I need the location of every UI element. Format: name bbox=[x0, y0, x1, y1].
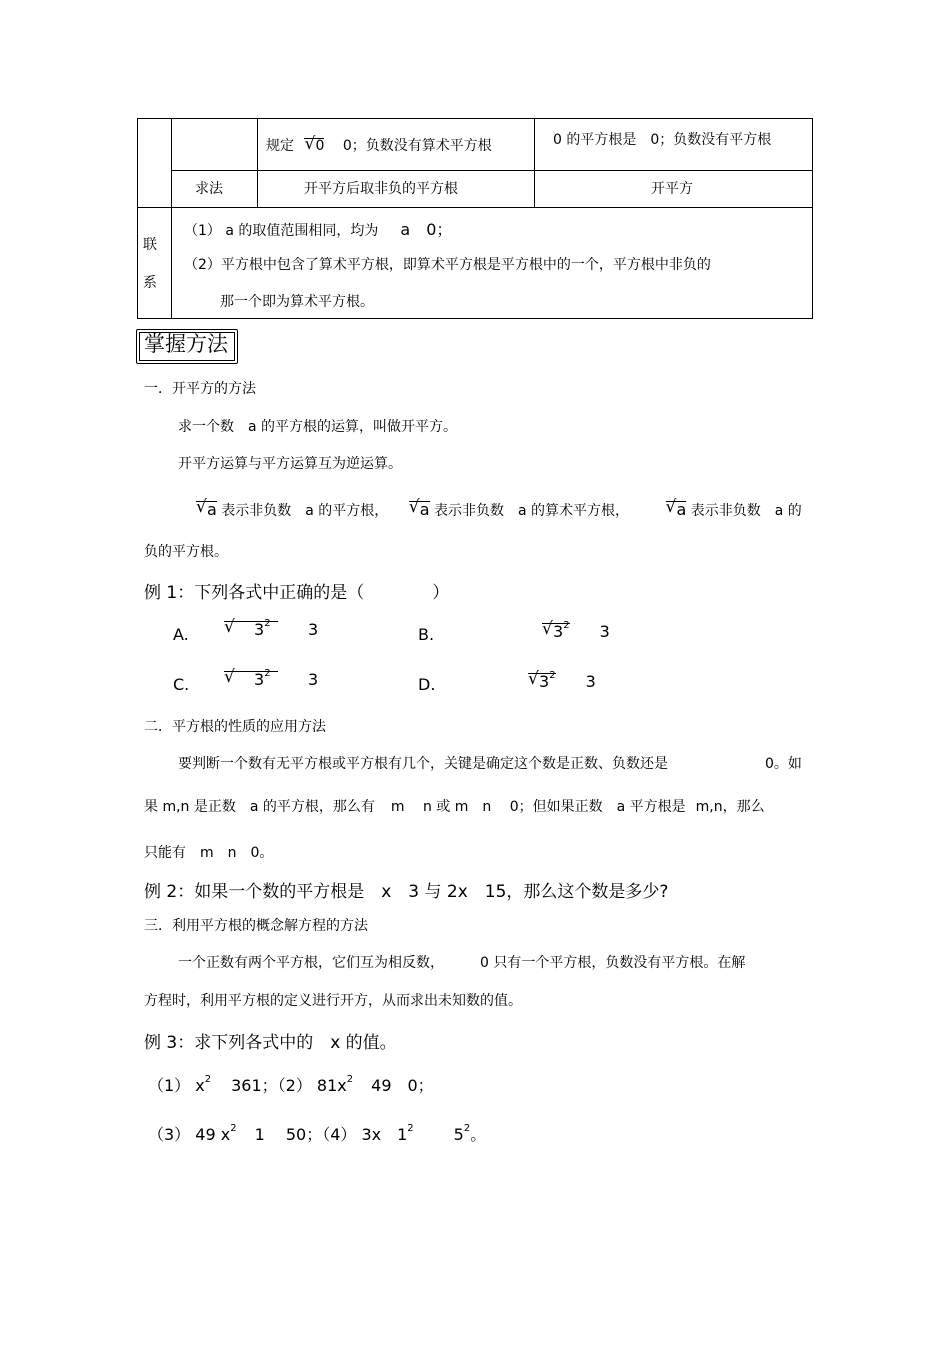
table-cell-rule-2: 0 的平方根是 0；负数没有平方根 bbox=[553, 132, 772, 148]
option-d-expression: √ $3^2$ 3 bbox=[528, 672, 596, 691]
paragraph: 果 m,n 是正数 a 的平方根，那么有 m n 或 m n 0；但如果正数 a 平方根是 m,n，那么 bbox=[144, 799, 765, 815]
table-divider bbox=[171, 170, 812, 171]
equation-line-1: （1） $x^2$ 361；（2） $81x^2$ 49 0； bbox=[148, 1074, 434, 1095]
option-b-expression: √ $3^2$ 3 bbox=[542, 622, 610, 641]
section-header bbox=[136, 326, 238, 364]
example-1-question: 例 1：下列各式中正确的是（ ） bbox=[144, 583, 450, 603]
example-2-question: 例 2：如果一个数的平方根是 x 3 与 2x 15，那么这个数是多少? bbox=[144, 882, 669, 902]
paragraph-sqrt-definitions: √ a 表示非负数 a 的平方根， √ a 表示非负数 a 的算术平方根， √ a 表示非负数 a 的 bbox=[196, 500, 802, 520]
sqrt-symbol: √ $3^2$ bbox=[224, 621, 278, 639]
paragraph: 只能有 m n 0。 bbox=[144, 845, 274, 861]
equation-line-2: （3） 49 $x^2$ 1 50；（4） 3x $1^2$ $5^2$。 bbox=[148, 1123, 487, 1144]
paragraph: 要判断一个数有无平方根或平方根有几个，关键是确定这个数是正数、负数还是 bbox=[178, 756, 668, 772]
table-divider bbox=[171, 119, 172, 318]
sqrt-symbol: √ a bbox=[196, 501, 217, 519]
option-c-expression: √ $3^2$ 3 bbox=[224, 670, 318, 689]
paragraph: 开平方运算与平方运算互为逆运算。 bbox=[178, 456, 402, 472]
relation-line-3: 那一个即为算术平方根。 bbox=[220, 294, 374, 310]
table-cell-method: 开平方后取非负的平方根 bbox=[304, 181, 458, 197]
table-cell-method-2: 开平方 bbox=[651, 181, 693, 197]
paragraph: 求一个数 a 的平方根的运算，叫做开平方。 bbox=[178, 419, 458, 435]
option-c-label: C. bbox=[173, 675, 190, 694]
paragraph: 0。如 bbox=[765, 756, 802, 772]
option-a-expression: √ $3^2$ 3 bbox=[224, 620, 318, 639]
section-heading-3: 三．利用平方根的概念解方程的方法 bbox=[144, 918, 368, 934]
paragraph: 方程时，利用平方根的定义进行开方，从而求出未知数的值。 bbox=[144, 993, 522, 1009]
section-heading-2: 二．平方根的性质的应用方法 bbox=[144, 719, 326, 735]
sqrt-symbol: √ 0 bbox=[304, 138, 324, 154]
sqrt-symbol: √ $3^2$ bbox=[542, 623, 570, 641]
table-cell-rule: 规定 √ 0 0；负数没有算术平方根 bbox=[266, 135, 492, 155]
section-heading-1: 一．开平方的方法 bbox=[144, 381, 256, 397]
paragraph: 一个正数有两个平方根，它们互为相反数， 0 只有一个平方根，负数没有平方根。在解 bbox=[178, 955, 746, 971]
table-row-label: 求法 bbox=[195, 181, 223, 197]
table-row-label: 联 bbox=[143, 237, 157, 253]
sqrt-symbol: √ a bbox=[409, 501, 430, 519]
table-divider bbox=[257, 119, 258, 207]
sqrt-symbol: √ $3^2$ bbox=[224, 671, 278, 689]
example-3-question: 例 3：求下列各式中的 x 的值。 bbox=[144, 1033, 397, 1053]
option-a-label: A. bbox=[173, 625, 189, 644]
option-b-label: B. bbox=[418, 625, 435, 644]
table-row-label: 系 bbox=[143, 275, 157, 291]
section-title: 掌握方法 bbox=[144, 332, 228, 356]
table-divider bbox=[534, 119, 535, 207]
option-d-label: D. bbox=[418, 675, 436, 694]
relation-line-1: （1） a 的取值范围相同，均为 a 0； bbox=[184, 220, 453, 239]
table-divider bbox=[138, 207, 812, 208]
paragraph: 负的平方根。 bbox=[144, 544, 228, 560]
relation-line-2: （2）平方根中包含了算术平方根，即算术平方根是平方根中的一个，平方根中非负的 bbox=[184, 257, 711, 273]
sqrt-symbol: √ a bbox=[666, 501, 687, 519]
sqrt-symbol: √ $3^2$ bbox=[528, 673, 556, 691]
